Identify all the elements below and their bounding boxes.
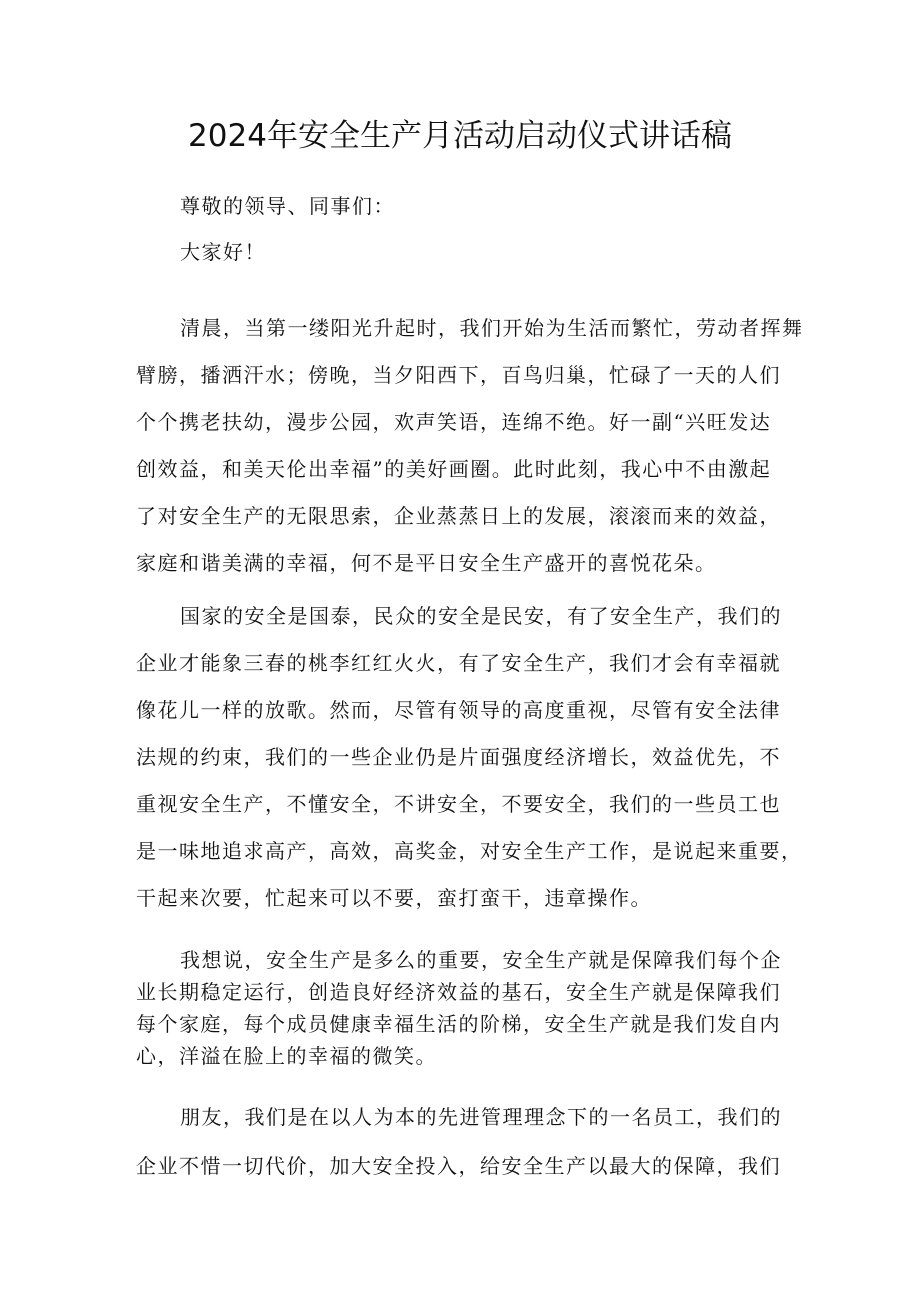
salutation: 尊敬的领导、同事们： [180, 194, 395, 218]
paragraph-line: 干起来次要，忙起来可以不要，蛮打蛮干，违章操作。 [136, 886, 652, 910]
paragraph-line: 业长期稳定运行，创造良好经济效益的基石，安全生产就是保障我们 [136, 980, 781, 1004]
paragraph-line: 我想说，安全生产是多么的重要，安全生产就是保障我们每个企 [180, 948, 782, 972]
document-title: 2024年安全生产月活动启动仪式讲话稿 [188, 118, 732, 154]
paragraph-line: 每个家庭，每个成员健康幸福生活的阶梯，安全生产就是我们发自内 [136, 1012, 781, 1036]
paragraph-line: 重视安全生产，不懂安全，不讲安全，不要安全，我们的一些员工也 [136, 792, 781, 816]
paragraph-line: 朋友，我们是在以人为本的先进管理理念下的一名员工，我们的 [180, 1105, 782, 1129]
paragraph-line: 个个携老扶幼，漫步公园，欢声笑语，连绵不绝。好一副“兴旺发达 [136, 410, 772, 434]
paragraph-line: 心，洋溢在脸上的幸福的微笑。 [136, 1044, 437, 1068]
paragraph-line: 创效益，和美天伦出幸福”的美好画圈。此时此刻，我心中不由激起 [136, 457, 772, 481]
paragraph-line: 法规的约束，我们的一些企业仍是片面强度经济增长，效益优先，不 [136, 745, 781, 769]
paragraph-line: 企业才能象三春的桃李红红火火，有了安全生产，我们才会有幸福就 [136, 651, 781, 675]
paragraph-line: 家庭和谐美满的幸福，何不是平日安全生产盛开的喜悦花朵。 [136, 551, 717, 575]
paragraph-line: 清晨，当第一缕阳光升起时，我们开始为生活而繁忙，劳动者挥舞 [180, 316, 804, 340]
paragraph-line: 像花儿一样的放歌。然而，尽管有领导的高度重视，尽管有安全法律 [136, 698, 781, 722]
paragraph-line: 是一味地追求高产，高效，高奖金，对安全生产工作，是说起来重要， [136, 839, 803, 863]
paragraph-line: 国家的安全是国泰，民众的安全是民安，有了安全生产，我们的 [180, 604, 782, 628]
greeting: 大家好！ [180, 240, 266, 264]
paragraph-line: 企业不惜一切代价，加大安全投入，给安全生产以最大的保障，我们 [136, 1154, 781, 1178]
paragraph-line: 臂膀，播洒汗水；傍晚，当夕阳西下，百鸟归巢，忙碌了一天的人们 [136, 363, 781, 387]
paragraph-line: 了对安全生产的无限思索，企业蒸蒸日上的发展，滚滚而来的效益， [136, 504, 781, 528]
